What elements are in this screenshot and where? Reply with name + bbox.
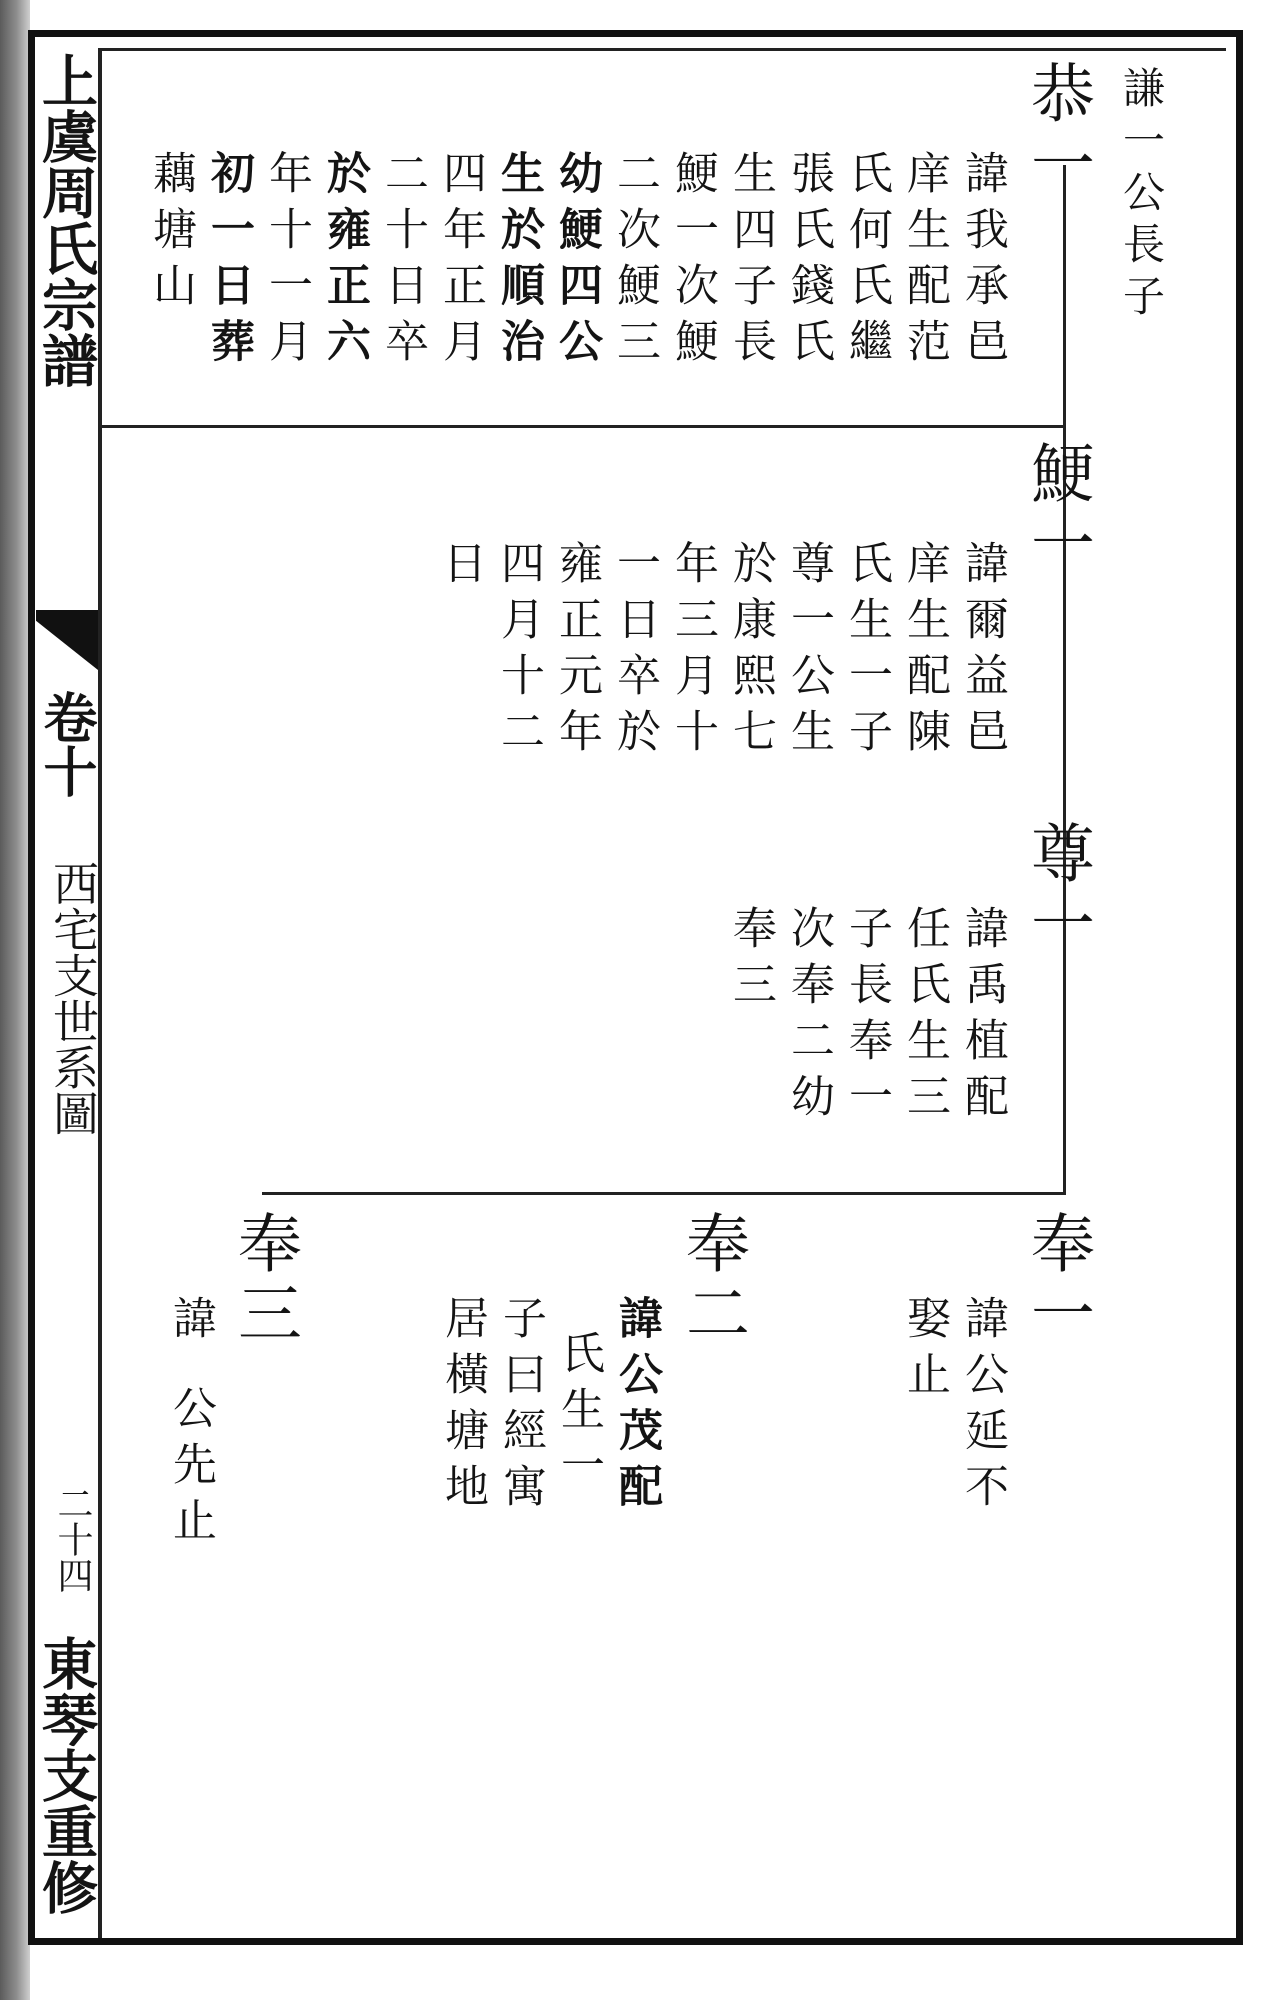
generation-gong1: 恭一 [1020, 60, 1094, 200]
generation-feng3: 奉三 [227, 1210, 301, 1350]
entry-gong1-line: 四年正月 [435, 150, 486, 374]
entry-gong1-line: 生於順治 [493, 150, 544, 374]
entry-zun1-line: 子長奉一 [841, 905, 892, 1129]
entry-feng1-line: 娶止 [899, 1295, 950, 1407]
lineage-note: 謙一公長子 [1117, 66, 1166, 326]
entry-gong1-line: 二十日卒 [377, 150, 428, 374]
entry-feng1-line: 諱公延不 [957, 1295, 1008, 1519]
entry-gong1-line: 生四子長 [725, 150, 776, 374]
entry-zun1-line: 奉三 [725, 905, 776, 1017]
entry-gong1-line: 鯁一次鯁 [667, 150, 718, 374]
entry-geng1-line: 尊一公生 [783, 540, 834, 764]
spine-page-number: 二十四 [52, 1485, 93, 1593]
spine-title: 上虞周氏宗譜 [33, 52, 99, 388]
entry-geng1-line: 庠生配陳 [899, 540, 950, 764]
trunk-line [1063, 165, 1066, 1195]
spine-volume: 卷十 [35, 690, 99, 798]
generation-feng1: 奉一 [1020, 1210, 1094, 1350]
entry-gong1-line: 藕塘山 [145, 150, 196, 318]
spine-section: 西宅支世系圖 [46, 860, 100, 1136]
entry-feng3-line: 諱 [165, 1295, 216, 1351]
entry-gong1-line: 諱我承邑 [957, 150, 1008, 374]
entry-geng1-line: 氏生一子 [841, 540, 892, 764]
entry-geng1-line: 於康熙七 [725, 540, 776, 764]
generation-feng2: 奉二 [675, 1210, 749, 1350]
entry-geng1-line: 日 [435, 540, 486, 596]
entry-gong1-line: 二次鯁三 [609, 150, 660, 374]
entry-feng2-line: 居橫塘地 [437, 1295, 488, 1519]
entry-zun1-line: 諱禹植配 [957, 905, 1008, 1129]
entry-gong1-line: 幼鯁四公 [551, 150, 602, 374]
entry-gong1-line: 初一日葬 [203, 150, 254, 374]
generation-geng1: 鯁一 [1020, 440, 1094, 580]
spine-branch: 東琴支重修 [33, 1635, 99, 1915]
entry-feng3-line: 公先止 [165, 1385, 216, 1553]
row-divider-2 [262, 1192, 1065, 1195]
entry-gong1-line: 庠生配范 [899, 150, 950, 374]
entry-geng1-line: 一日卒於 [609, 540, 660, 764]
entry-gong1-line: 年十一月 [261, 150, 312, 374]
entry-geng1-line: 年三月十 [667, 540, 718, 764]
entry-feng2-line: 氏生一 [553, 1330, 604, 1498]
entry-geng1-line: 四月十二 [493, 540, 544, 764]
entry-gong1-line: 氏何氏繼 [841, 150, 892, 374]
entry-geng1-line: 雍正元年 [551, 540, 602, 764]
entry-feng2-line: 諱公茂配 [611, 1295, 662, 1519]
entry-gong1-line: 於雍正六 [319, 150, 370, 374]
entry-feng2-line: 子曰經寓 [495, 1295, 546, 1519]
generation-zun1: 尊一 [1020, 820, 1094, 960]
entry-zun1-line: 次奉二幼 [783, 905, 834, 1129]
entry-gong1-line: 張氏錢氏 [783, 150, 834, 374]
row-divider-1 [100, 425, 1065, 428]
entry-zun1-line: 任氏生三 [899, 905, 950, 1129]
binding-shadow [0, 0, 30, 2000]
entry-geng1-line: 諱爾益邑 [957, 540, 1008, 764]
